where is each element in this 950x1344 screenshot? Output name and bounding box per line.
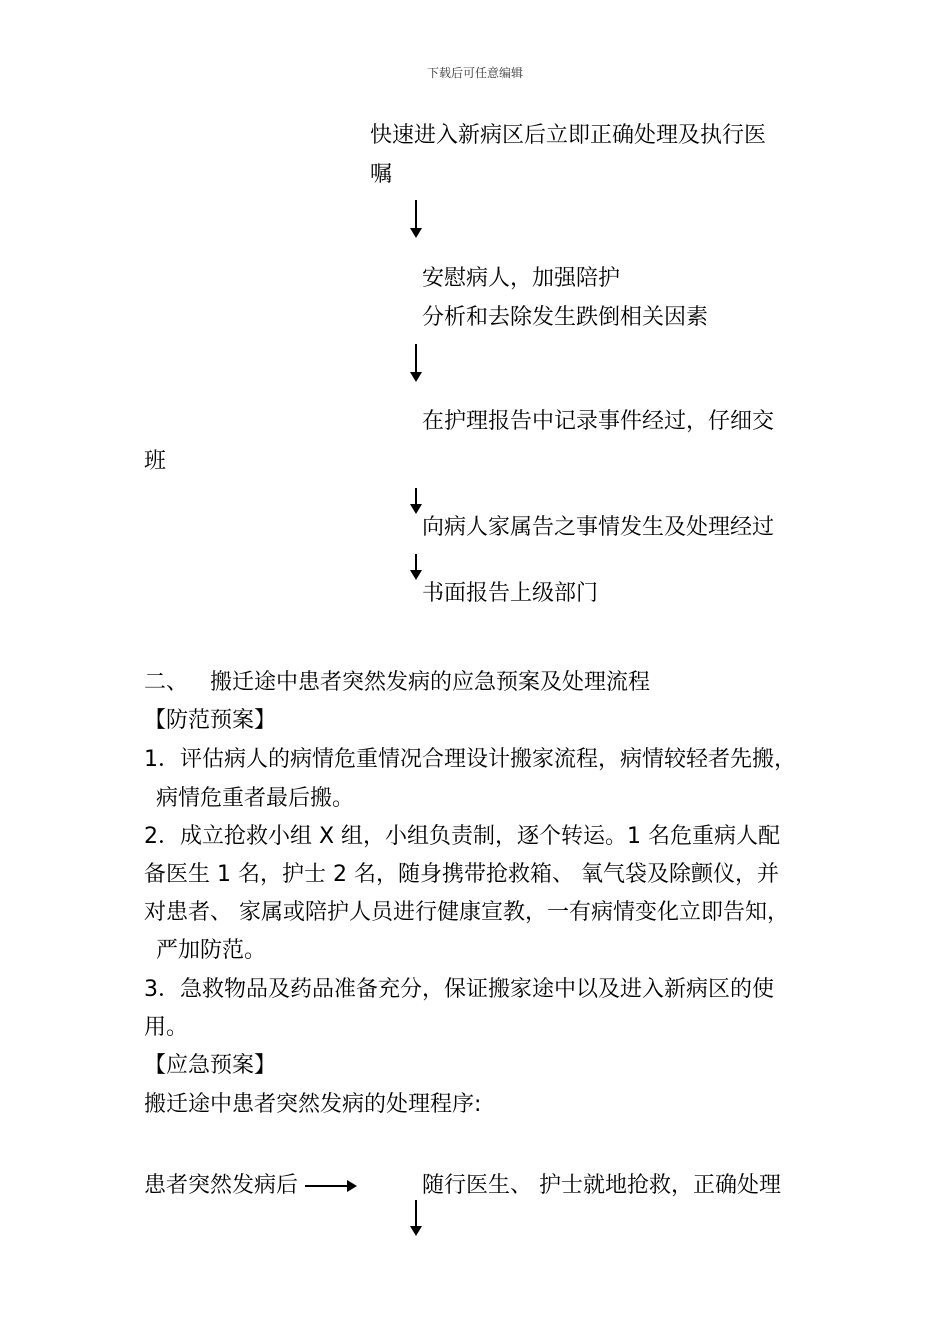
procedure-intro: 搬迁途中患者突然发病的处理程序: (144, 1092, 482, 1117)
down-arrow-icon (410, 344, 422, 382)
item2-line1: 2．成立抢救小组 X 组，小组负责制，逐个转运。1 名危重病人配 (144, 824, 781, 849)
item2-line2: 备医生 1 名，护士 2 名，随身携带抢救箱、 氧气袋及除颤仪，并 (144, 862, 779, 887)
flow1-step5: 书面报告上级部门 (422, 581, 599, 606)
item3-line1: 3．急救物品及药品准备充分，保证搬家途中以及进入新病区的使 (144, 977, 774, 1002)
flow1-step3-line1: 在护理报告中记录事件经过，仔细交 (422, 409, 775, 434)
flow2-next: 随行医生、 护士就地抢救，正确处理 (422, 1173, 781, 1198)
flow1-step3-line2: 班 (144, 449, 167, 474)
item1-line2: 病情危重者最后搬。 (156, 786, 355, 811)
down-arrow-icon (410, 200, 422, 238)
page-header: 下载后可任意编辑 (426, 66, 523, 80)
flow1-step2-line1: 安慰病人，加强陪护 (422, 266, 621, 291)
flow1-step2-line2: 分析和去除发生跌倒相关因素 (422, 305, 709, 330)
item1-line1: 1．评估病人的病情危重情况合理设计搬家流程，病情较轻者先搬， (144, 747, 796, 772)
down-arrow-icon (410, 554, 422, 580)
flow1-step1-line2: 嘱 (370, 162, 393, 187)
item2-line3: 对患者、 家属或陪护人员进行健康宣教，一有病情变化立即告知， (144, 900, 789, 925)
down-arrow-icon (410, 488, 422, 514)
item3-line2: 用。 (144, 1015, 189, 1040)
flow1-step1-line1: 快速进入新病区后立即正确处理及执行医 (370, 123, 767, 148)
item2-line4: 严加防范。 (156, 938, 267, 963)
down-arrow-icon (410, 1200, 422, 1236)
section-number: 二、 (144, 670, 189, 695)
flow2-start: 患者突然发病后 (144, 1173, 299, 1198)
right-arrow-icon (305, 1180, 357, 1192)
section-title: 搬迁途中患者突然发病的应急预案及处理流程 (210, 670, 651, 695)
prevention-heading: 【防范预案】 (144, 708, 277, 733)
flow1-step4: 向病人家属告之事情发生及处理经过 (422, 515, 775, 540)
emergency-heading: 【应急预案】 (144, 1053, 277, 1078)
